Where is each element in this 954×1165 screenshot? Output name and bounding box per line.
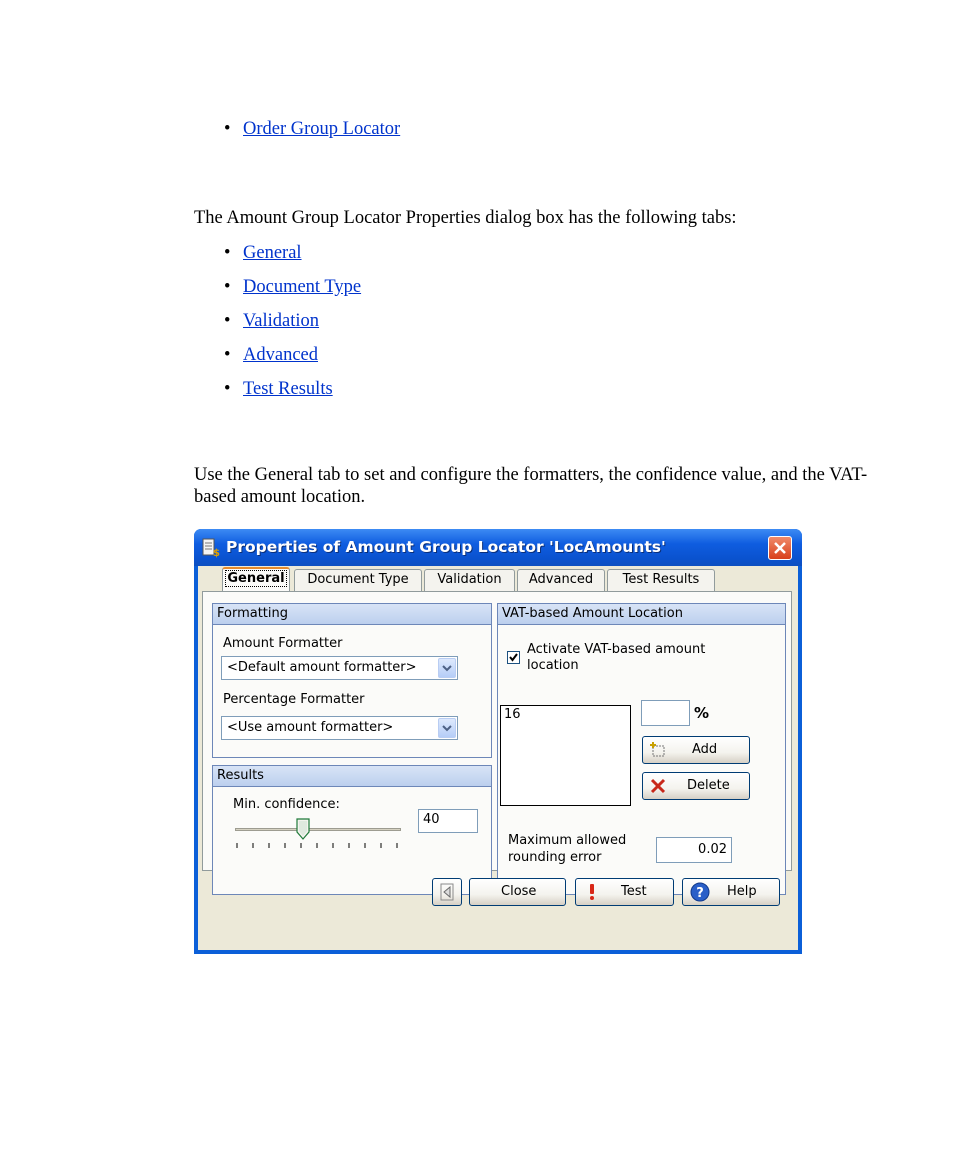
svg-text:?: ? (696, 886, 704, 901)
dropdown-button[interactable] (438, 658, 456, 678)
tab-advanced[interactable]: Advanced (517, 569, 605, 591)
activate-vat-checkbox[interactable] (507, 651, 520, 664)
close-button[interactable] (469, 878, 566, 906)
advanced-link[interactable]: Advanced (243, 345, 318, 365)
list-item[interactable]: 16 (504, 707, 521, 722)
rounding-error-input[interactable]: 0.02 (656, 837, 732, 863)
order-group-locator-link[interactable]: Order Group Locator (243, 119, 401, 139)
percentage-formatter-label: Percentage Formatter (223, 692, 365, 707)
general-paragraph: Use the General tab to set and configure the formatters, the confidence value, and the VAT-based amount location. (194, 465, 868, 507)
vat-group (497, 603, 786, 895)
checkmark-icon (508, 652, 519, 663)
add-button[interactable] (642, 736, 750, 764)
chevron-down-icon (439, 719, 455, 737)
delete-button[interactable] (642, 772, 750, 800)
slider-thumb[interactable] (296, 818, 310, 840)
help-button[interactable] (682, 878, 780, 906)
tab-general[interactable]: General (222, 567, 290, 592)
activate-vat-label: Activate VAT-based amount location (527, 642, 706, 673)
chevron-down-icon (439, 659, 455, 677)
help-icon (690, 882, 710, 902)
test-button-label: Test (621, 884, 647, 899)
back-arrow-icon (433, 879, 461, 905)
list-item (243, 276, 361, 310)
locator-icon (202, 538, 220, 558)
list-item (243, 242, 361, 276)
percentage-formatter-select[interactable] (221, 716, 458, 740)
confidence-slider[interactable] (235, 816, 401, 852)
validation-link[interactable]: Validation (243, 311, 320, 331)
amount-formatter-value: <Default amount formatter> (227, 660, 417, 675)
add-item-icon (649, 741, 667, 759)
help-button-label: Help (727, 884, 757, 899)
svg-text:$: $ (213, 548, 220, 558)
dialog-client (198, 566, 798, 950)
list-item (243, 310, 361, 344)
close-icon (769, 537, 791, 559)
dialog-button-bar (198, 871, 798, 950)
formatting-group (212, 603, 492, 758)
back-button[interactable] (432, 878, 462, 906)
list-item (243, 118, 400, 152)
close-window-button[interactable] (768, 536, 792, 560)
vat-percent-input[interactable] (641, 700, 690, 726)
list-item (243, 378, 361, 412)
amount-formatter-select[interactable] (221, 656, 458, 680)
delete-icon (649, 777, 667, 795)
amount-formatter-label: Amount Formatter (223, 636, 343, 651)
general-link[interactable]: General (243, 243, 302, 263)
results-header: Results (213, 766, 491, 787)
general-tab-panel (202, 591, 792, 871)
test-button[interactable] (575, 878, 674, 906)
tab-document-type[interactable]: Document Type (294, 569, 422, 591)
list-item (243, 344, 361, 378)
dropdown-button[interactable] (438, 718, 456, 738)
min-confidence-label: Min. confidence: (233, 797, 340, 812)
rounding-error-label: Maximum allowed rounding error (508, 833, 627, 865)
dialog-title: Properties of Amount Group Locator 'LocAmounts' (226, 538, 666, 556)
close-button-label: Close (501, 884, 537, 899)
test-results-link[interactable]: Test Results (243, 379, 333, 399)
top-link-list (243, 118, 400, 152)
percent-sign: % (694, 704, 710, 722)
min-confidence-input[interactable]: 40 (418, 809, 478, 833)
dialog-titlebar[interactable] (194, 529, 802, 566)
tab-validation[interactable]: Validation (424, 569, 515, 591)
vat-rates-list[interactable] (500, 705, 631, 806)
intro-paragraph: The Amount Group Locator Properties dialog box has the following tabs: (194, 208, 737, 228)
exclamation-icon (586, 883, 598, 901)
properties-dialog (194, 529, 802, 954)
slider-ticks (235, 843, 401, 853)
slider-track (235, 828, 401, 831)
vat-header: VAT-based Amount Location (498, 604, 785, 625)
tab-link-list (243, 242, 361, 412)
formatting-header: Formatting (213, 604, 491, 625)
tab-test-results[interactable]: Test Results (607, 569, 715, 591)
percentage-formatter-value: <Use amount formatter> (227, 720, 394, 735)
delete-button-label: Delete (687, 778, 730, 793)
document-type-link[interactable]: Document Type (243, 277, 362, 297)
add-button-label: Add (692, 742, 718, 757)
